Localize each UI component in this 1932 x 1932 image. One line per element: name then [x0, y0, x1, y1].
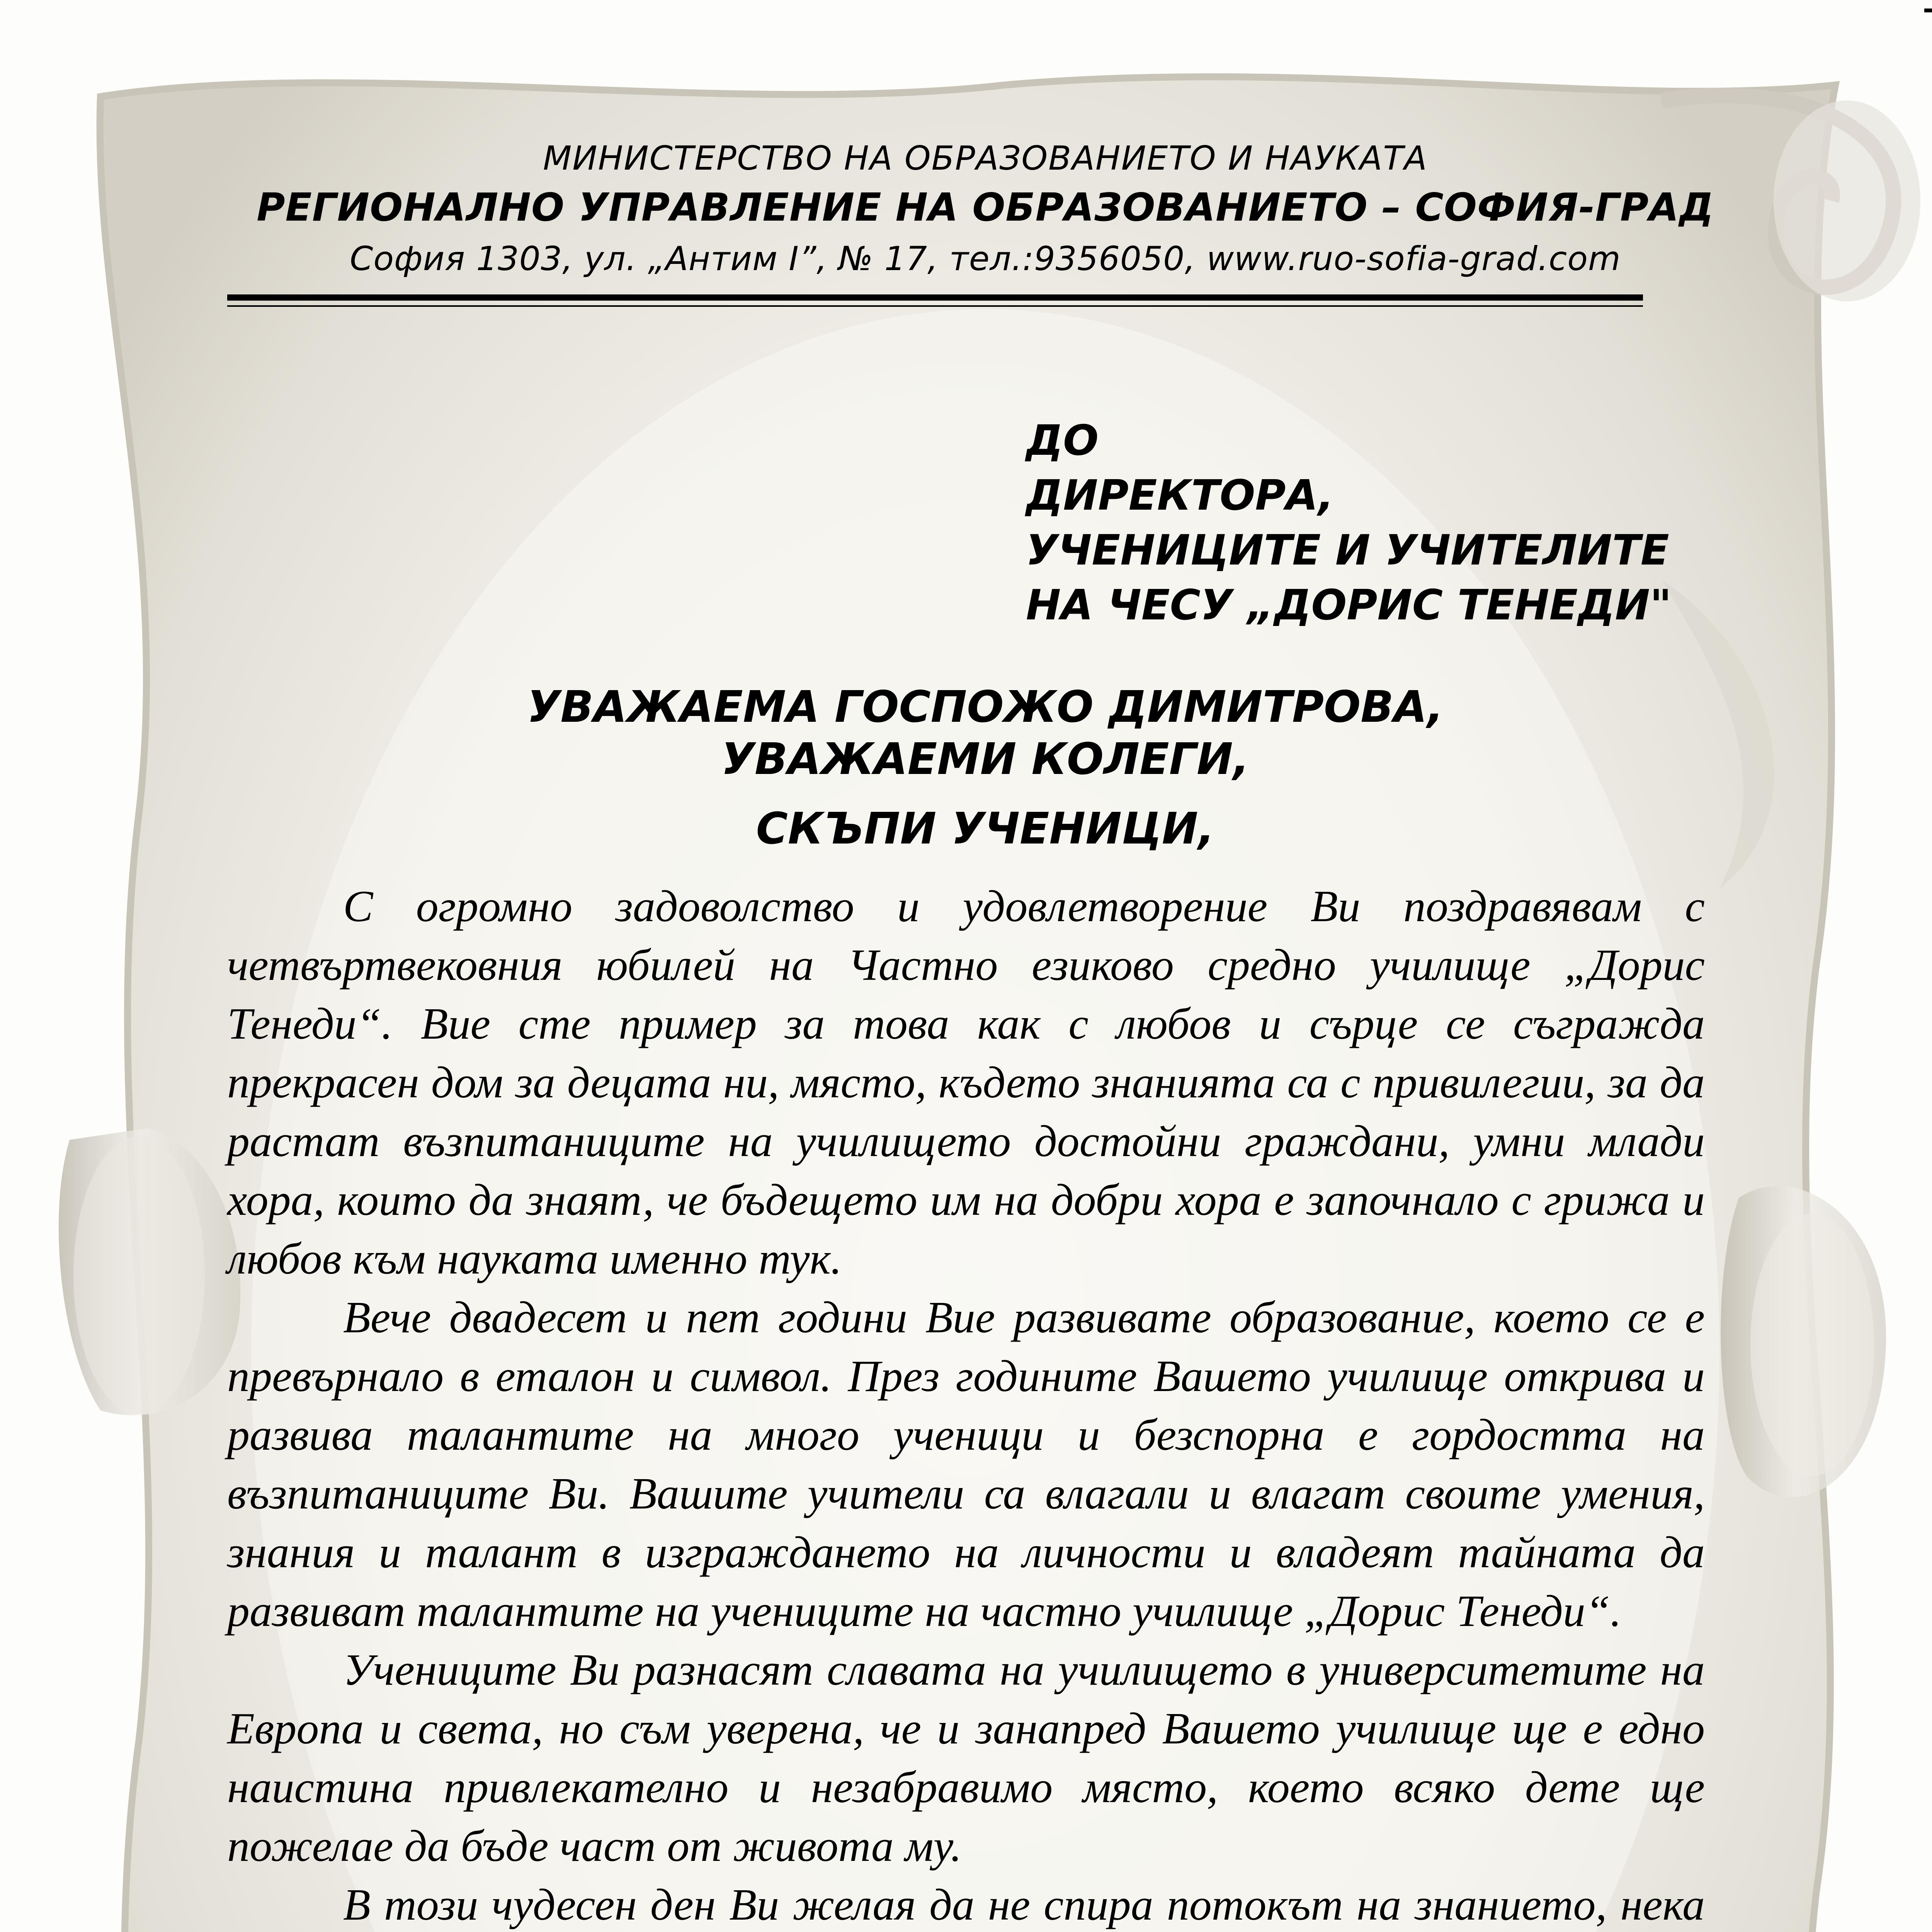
body-paragraph: Учениците Ви разнасят славата на училището в университетите на Европа и света, но съм уверена, че и занапред Вашето училище ще е едно наистина привлекателно и незабравимо място, което всяко дете ще пожелае да бъде част от живота му. — [227, 1645, 1705, 1871]
letter-body — [227, 877, 1705, 1932]
addressee-line: НА ЧЕСУ „ДОРИС ТЕНЕДИ" — [1026, 581, 1672, 629]
addressee-line: ДИРЕКТОРА, — [1026, 471, 1334, 520]
letterhead-address: София 1303, ул. „Антим I”, № 17, тел.:9356050, www.ruo-sofia-grad.com — [350, 240, 1621, 278]
body-paragraph: В този чудесен ден Ви желая да не спира потокът на знанието, нека — [343, 1880, 1705, 1930]
letterhead-office: РЕГИОНАЛНО УПРАВЛЕНИЕ НА ОБРАЗОВАНИЕТО – СОФИЯ-ГРАД — [257, 185, 1714, 230]
body-paragraph: Вече двадесет и пет години Вие развивате образование, което се е превърнало в еталон и символ. През годините Вашето училище открива и развива талантите на много ученици и безспорна е гордостта на възпитаниците Ви. Вашите учители са влагали и влагат своите умения, знания и талант в изграждането на личности и владеят тайната да развиват талантите на учениците на частно училище „Дорис Тенеди“. — [227, 1293, 1705, 1636]
addressee-line: ДО — [1026, 417, 1099, 465]
salutation-line-3: СКЪПИ УЧЕНИЦИ, — [756, 804, 1215, 854]
letterhead-divider-thin — [227, 305, 1643, 307]
letterhead-divider — [227, 294, 1643, 301]
body-paragraph: С огромно задоволство и удовлетворение Ви поздравявам с четвъртвековния юбилей на Частно езиково средно училище „Дорис Тенеди“. Вие сте пример за това как с любов и сърце се съгражда прекрасен дом за децата ни, място, където знанията са с привилегии, за да растат възпитаниците на училището достойни граждани, умни млади хора, които да знаят, че бъдещето им на добри хора е започнало с грижа и любов към науката именно тук. — [227, 882, 1705, 1284]
salutation-line-2: УВАЖАЕМИ КОЛЕГИ, — [721, 734, 1250, 784]
addressee-line: УЧЕНИЦИТЕ И УЧИТЕЛИТЕ — [1026, 526, 1669, 575]
letterhead-ministry: МИНИСТЕРСТВО НА ОБРАЗОВАНИЕТО И НАУКАТА — [543, 139, 1428, 178]
addressee-block — [1026, 413, 1672, 633]
salutation-line-1: УВАЖАЕМА ГОСПОЖО ДИМИТРОВА, — [527, 682, 1444, 732]
